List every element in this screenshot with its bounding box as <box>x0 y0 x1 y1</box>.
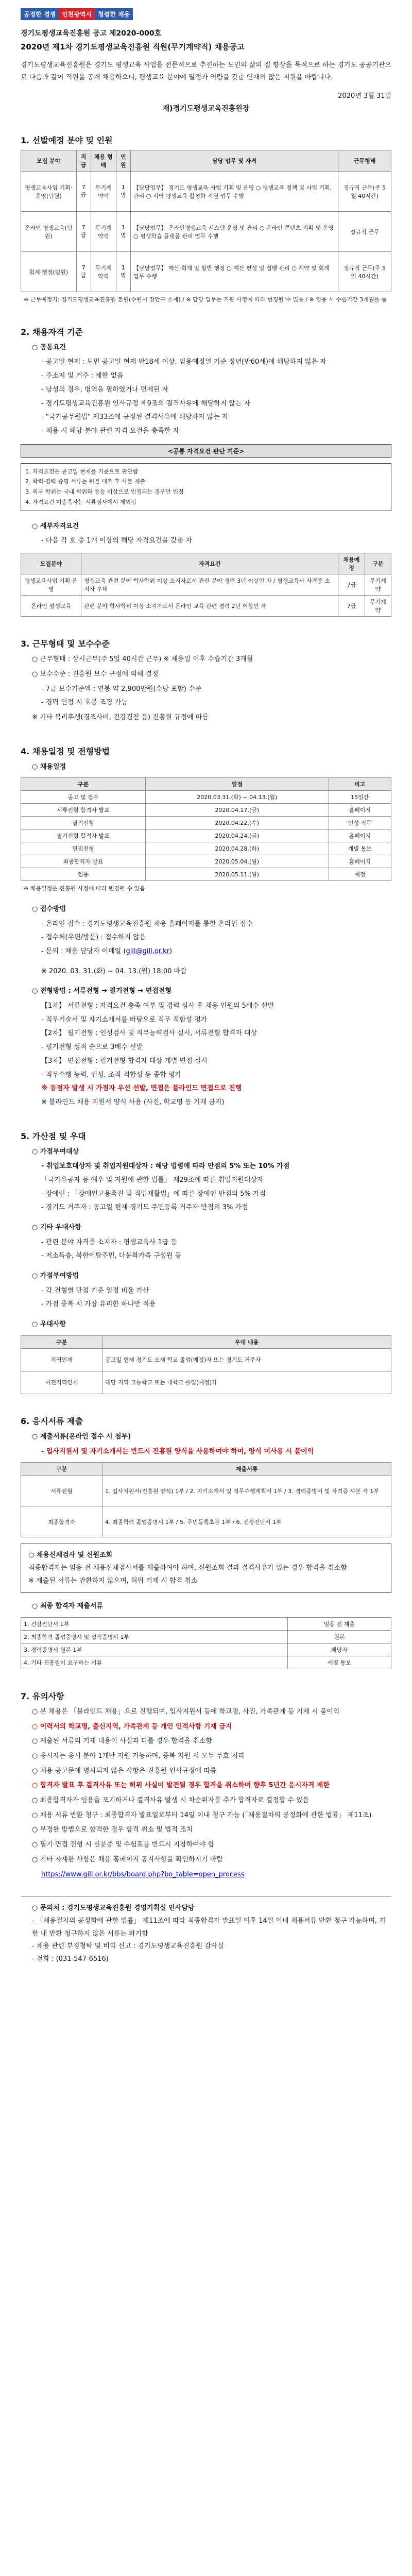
notice-page <box>10 0 402 1966</box>
col-header: 인원 <box>116 150 130 172</box>
table-row: 회계·행정(팀원) 7급 무기계약직 1명 【담당업무】 예산·회계 및 일반 행정 ○ 예산 편성 및 집행 관리 ○ 계약 및 회계 업무 수행 정규직 근무(주 5일 40시간) <box>21 252 391 292</box>
final-documents-heading: ○ 최종 합격자 제출서류 <box>32 1602 103 1611</box>
bonus-method-heading: ○ 가점부여방법 <box>32 1272 79 1280</box>
common-requirements-heading: ○ 공통요건 <box>32 343 66 351</box>
requirement-item: - 채용 시 해당 분야 관련 자격 요건을 충족한 자 <box>41 427 179 435</box>
table-row: 면접전형 2020.04.28.(화) 개별 통보 <box>21 842 391 855</box>
documents-table: 구분 제출서류 서류전형 1. 입사지원서(진흥원 양식) 1부 / 2. 자기소개서 및 직무수행계획서 1부 / 3. 경력증명서 및 자격증 사본 각 1부 최종합격자 4. 최종학력 졸업증명서 1부 / 5. 주민등록초본 1부 / 6. 건강진단서 1부 <box>21 1462 391 1537</box>
table-row: 평생교육사업 기획·운영 평생교육 관련 분야 학사학위 이상 소지자로서 관련 분야 경력 3년 이상인 자 / 평생교육사 자격증 소지자 우대 7급 무기계약 <box>21 574 391 596</box>
notice-date: 2020년 3월 31일 <box>338 92 391 100</box>
requirement-item: - 주소지 및 거주 : 제한 없음 <box>41 372 124 380</box>
other-pref-heading: ○ 기타 우대사항 <box>32 1224 81 1232</box>
criteria-box: 1. 자격요건은 공고일 현재를 기준으로 판단함 2. 학력·경력 증명 서류는 원본 대조 후 사본 제출 3. 외국 학위는 국내 학위와 동등 이상으로 인정되는 경우만 인정 4. 자격요건 미충족자는 서류심사에서 제외됨 <box>21 463 391 511</box>
caution-item: ○ 필기·면접 전형 시 신분증 및 수험표를 반드시 지참하여야 함 <box>32 1841 215 1849</box>
blind-note: ※ 블라인드 채용 지원서 양식 사용 (사진, 학교명 등 기재 금지) <box>41 1098 225 1106</box>
header-badges <box>21 7 391 21</box>
col-header: 근무형태 <box>338 150 391 172</box>
email-link[interactable]: gill@gill.or.kr <box>126 947 169 956</box>
bonus-item: - 취업보호대상자 및 취업지원대상자 : 해당 법령에 따라 만점의 5% 또는 10% 가점 <box>41 1162 290 1171</box>
schedule-heading: ○ 채용일정 <box>32 762 66 771</box>
documents-heading: ○ 제출서류(온라인 접수 시 첨부) <box>32 1432 131 1440</box>
section-1-title: 1. 선발예정 분야 및 인원 <box>21 135 113 146</box>
selection-step: 【3차】 면접전형 : 필기전형 합격자 대상 개별 면접 실시 <box>41 1057 208 1065</box>
table-row: 1. 건강진단서 1부 임용 전 제출 <box>21 1617 391 1630</box>
contact-phone: (031-547-6516) <box>56 1955 109 1963</box>
section-6-title: 6. 응시서류 제출 <box>21 1416 83 1426</box>
requirement-item: - 공고일 현재 : 도민 공고일 현재 만18세 이상, 임용예정일 기준 정년(만60세)에 해당하지 않은 자 <box>41 358 327 366</box>
apply-line: - 접수처(우편/방문) : 접수하지 않음 <box>41 934 146 942</box>
caution-item: ○ 채용 공고문에 명시되지 않은 사항은 진흥원 인사규정에 따름 <box>32 1767 217 1775</box>
caution-item: ○ 부정한 방법으로 합격한 경우 합격 취소 및 법적 조치 <box>32 1826 193 1834</box>
requirement-item: - "국가공무원법" 제33조에 규정된 결격사유에 해당하지 않는 자 <box>41 413 229 421</box>
table-row: 평생교육사업 기획·운영(팀원) 7급 무기계약직 1명 【담당업무】 경기도 평생교육 사업 기획 및 운영 ○ 평생교육 정책 및 사업 기획, 관리 ○ 지역 평생교육 활성화 지원 업무 수행 정규직 근무(주 5일 40시간) <box>21 172 391 212</box>
work-line: ○ 보수수준 : 진흥원 보수 규정에 의해 결정 <box>32 670 159 678</box>
table-row: 온라인 평생교육(팀원) 7급 무기계약직 1명 【담당업무】 온라인평생교육 시스템 운영 및 관리 ○ 온라인 콘텐츠 기획 및 운영 ○ 평생학습 플랫폼 관리 업무 수행 정규직 근무 <box>21 212 391 252</box>
table-row: 4. 기타 진흥원이 요구하는 서류 개별 통보 <box>21 1656 391 1669</box>
selection-step: - 직무수행 능력, 인성, 조직 적합성 등 종합 평가 <box>41 1071 182 1079</box>
col-header: 모집 분야 <box>21 150 77 172</box>
preference-table: 구분 우대 내용 지역인재 공고일 현재 경기도 소재 학교 졸업(예정)자 또는 경기도 거주자 이전지역인재 해당 지역 고등학교 또는 대학교 졸업(예정)자 <box>21 1335 391 1394</box>
col-header: 채용 형태 <box>91 150 116 172</box>
caution-item: ○ 이력서의 학교명, 출신지역, 가족관계 등 개인 인적사항 기재 금지 <box>32 1722 232 1731</box>
positions-notes: ※ 근무예정지: 경기도평생교육진흥원 본원(수원시 장안구 소재) / ※ 담당 업무는 기관 사정에 따라 변경될 수 있음 / ※ 임용 시 수습기간 3개월을 둠 <box>24 296 387 303</box>
caution-item: ○ 합격자 발표 후 결격사유 또는 허위 사실이 발견될 경우 합격을 취소하며 향후 5년간 응시자격 제한 <box>32 1782 330 1790</box>
section-2-title: 2. 채용자격 기준 <box>21 327 83 337</box>
col-header: 담당 업무 및 자격 <box>131 150 338 172</box>
table-row: 서류전형 합격자 발표 2020.04.17.(금) 홈페이지 <box>21 804 391 817</box>
bonus-item: - 장애인 : 「장애인고용촉진 및 직업재활법」에 따른 장애인 만점의 5% 가점 <box>41 1190 266 1198</box>
bonus-item: - 경기도 거주자 : 공고일 현재 경기도 주민등록 거주자 만점의 3% 가점 <box>41 1204 248 1212</box>
board-link[interactable]: https://www.gill.or.kr/bbs/board.php?bo_table=open_process <box>41 1870 245 1878</box>
board-url <box>41 1869 391 1882</box>
requirement-item: - 남성의 경우, 병역을 필하였거나 면제된 자 <box>41 385 169 394</box>
work-line: - 경력 인정 시 호봉 조정 가능 <box>41 699 128 707</box>
requirement-item: - 다음 각 호 중 1개 이상의 해당 자격요건을 갖춘 자 <box>41 537 192 545</box>
table-row: 지역인재 공고일 현재 경기도 소재 학교 졸업(예정)자 또는 경기도 거주자 <box>21 1348 391 1371</box>
section-5-title: 5. 가산점 및 우대 <box>21 1131 86 1141</box>
page-title: 2020년 제1차 경기도평생교육진흥원 직원(무기계약직) 채용공고 <box>21 42 245 52</box>
selection-step: 【1차】 서류전형 : 자격요건 충족 여부 및 경력 심사 후 채용 인원의 5배수 선발 <box>41 1002 274 1010</box>
selection-step: 【2차】 필기전형 : 인성검사 및 직무능력검사 실시, 서류전형 합격자 대상 <box>41 1029 258 1038</box>
table-row: 필기전형 2020.04.22.(수) 인성·직무 <box>21 817 391 829</box>
table-row: 최종합격자 발표 2020.05.04.(월) 홈페이지 <box>21 855 391 868</box>
badge-region: 인천광역시 <box>59 8 95 20</box>
work-line: - 7급 보수기준액 : 연봉 약 2,900만원(수당 포함) 수준 <box>41 685 202 693</box>
contact-block: ○ 문의처 : 경기도평생교육진흥원 경영기획실 인사담당 - 「채용절차의 공정화에 관한 법률」 제11조에 따라 최종합격자 발표일 이후 14일 이내 채용서류 반환 청구 가능하며, 기한 내 반환 청구하지 않은 서류는 파기함 - 채용 관련 부정청탁 및 비리 신고 : 경기도평생교육진흥원 감사실 - 전화 : (031-547-6516) <box>32 1904 386 1963</box>
detail-requirements-heading: ○ 세부자격요건 <box>32 522 79 530</box>
section-3-title: 3. 근무형태 및 보수수준 <box>21 639 110 649</box>
pref-item: - 저소득층, 북한이탈주민, 다문화가족 구성원 등 <box>41 1252 182 1260</box>
badge-clean-hiring: 청렴한 채용 <box>95 8 133 20</box>
selection-step: - 필기전형 성적 순으로 3배수 선발 <box>41 1043 143 1052</box>
schedule-table: 구분 일정 비고 공고 및 접수 2020.03.31.(화) ~ 04.13.(월) 15일간 서류전형 합격자 발표 2020.04.17.(금) 홈페이지 필기전형 2020.04.22.(수) 인성·직무 필기전형 합격자 발표 2020.04.24.(금) 홈페이지 면접전형 2020.04.28.(화) 개별 통보 최종합격자 발표 2020.05.04.(월) 홈페이지 임용 2020.05.11.(월) 예정 <box>21 777 391 881</box>
bonus-heading: ○ 가점부여대상 <box>32 1147 79 1156</box>
table-row: 온라인 평생교육 관련 분야 학사학위 이상 소지자로서 온라인 교육 관련 경력 2년 이상인 자 7급 무기계약 <box>21 596 391 617</box>
bonus-item: 「국가유공자 등 예우 및 지원에 관한 법률」 제29조에 따른 취업지원대상자 <box>41 1176 264 1184</box>
final-documents-table <box>21 1617 391 1669</box>
caution-item: ○ 본 채용은 「블라인드 채용」으로 진행되며, 입사지원서 등에 학교명, 사진, 가족관계 등 기재 시 불이익 <box>32 1707 340 1716</box>
table-row: 공고 및 접수 2020.03.31.(화) ~ 04.13.(월) 15일간 <box>21 791 391 804</box>
method-item: - 가점 중복 시 가장 유리한 하나만 적용 <box>41 1300 156 1309</box>
caution-item: ○ 채용 서류 반환 청구 : 최종합격자 발표일로부터 14일 이내 청구 가능 (「채용절차의 공정화에 관한 법률」 제11조) <box>32 1811 372 1819</box>
caution-item: ○ 최종합격자가 임용을 포기하거나 결격사유 발생 시 차순위자를 추가 합격자로 결정할 수 있음 <box>32 1797 310 1805</box>
table-row: 3. 경력증명서 원본 1부 해당자 <box>21 1643 391 1656</box>
intro-paragraph: 경기도평생교육진흥원은 경기도 평생교육 사업을 전문적으로 추진하는 도민의 삶의 질 향상을 목적으로 하는 경기도 공공기관으로 다음과 같이 직원을 공개 채용하오니, 평생교육 분야에 열정과 역량을 갖춘 인재의 많은 지원을 바랍니다. <box>21 61 391 82</box>
criteria-box-title: <공통 자격요건 판단 기준> <box>21 444 391 458</box>
badge-fair-competition: 공정한 경쟁 <box>21 8 59 20</box>
caution-item: ○ 기타 자세한 사항은 채용 홈페이지 공지사항을 확인하시기 바람 <box>32 1855 223 1863</box>
tie-rule-note: ※ 동점자 발생 시 가점자 우선 선발, 면접은 블라인드 면접으로 진행 <box>41 1084 242 1093</box>
apply-deadline: ※ 2020. 03. 31.(화) ~ 04. 13.(월) 18:00 마감 <box>41 967 187 975</box>
divider <box>21 1896 391 1897</box>
requirement-item: - 경기도평생교육진흥원 인사규정 제9조의 결격사유에 해당하지 않는 자 <box>41 399 251 408</box>
apply-heading: ○ 접수방법 <box>32 905 66 913</box>
work-line: ※ 기타 복리후생(경조사비, 건강검진 등) 진흥원 규정에 따름 <box>32 713 209 721</box>
pref-item: - 관련 분야 자격증 소지자 : 평생교육사 1급 등 <box>41 1238 177 1246</box>
schedule-note: ※ 채용일정은 진흥원 사정에 따라 변경될 수 있음 <box>24 885 145 892</box>
caution-item: ○ 제출된 서류의 기재 내용이 사실과 다를 경우 합격을 취소함 <box>32 1737 212 1745</box>
health-check-box: ○ 채용신체검사 및 신원조회 최종합격자는 임용 전 채용신체검사서를 제출하여야 하며, 신원조회 결과 결격사유가 있는 경우 합격을 취소함 ※ 제출된 서류는 반환하지 않으며, 허위 기재 시 합격 취소 <box>21 1544 391 1593</box>
caution-item: ○ 응시자는 응시 분야 1개만 지원 가능하며, 중복 지원 시 모두 무효 처리 <box>32 1752 245 1760</box>
method-item: - 각 전형별 만점 기준 일정 비율 가산 <box>41 1286 149 1295</box>
selection-step: ○ 전형방법 : 서류전형 → 필기전형 → 면접전형 <box>32 987 171 995</box>
apply-line: - 온라인 접수 : 경기도평생교육진흥원 채용 홈페이지를 통한 온라인 접수 <box>41 920 253 928</box>
qualification-table: 모집분야 자격요건 채용예정 구분 평생교육사업 기획·운영 평생교육 관련 분야 학사학위 이상 소지자로서 관련 분야 경력 3년 이상인 자 / 평생교육사 자격증 소지자 우대 7급 무기계약 온라인 평생교육 관련 분야 학사학위 이상 소지자로서 온라인 교육 관련 경력 2년 이상인 자 7급 무기계약 <box>21 553 391 617</box>
table-row: 이전지역인재 해당 지역 고등학교 또는 대학교 졸업(예정)자 <box>21 1371 391 1394</box>
table-row: 최종합격자 4. 최종학력 졸업증명서 1부 / 5. 주민등록초본 1부 / 6. 건강진단서 1부 <box>21 1506 391 1537</box>
work-line: ○ 근무형태 : 상시근무(주 5일 40시간 근무) ※ 채용일 이후 수습기간 3개월 <box>32 655 253 664</box>
col-header: 직급 <box>76 150 91 172</box>
form-warning: - 입사지원서 및 자기소개서는 반드시 진흥원 양식을 사용하여야 하며, 양식 미사용 시 불이익 <box>41 1447 314 1455</box>
table-row: 필기전형 합격자 발표 2020.04.24.(금) 홈페이지 <box>21 829 391 842</box>
selection-step: - 직무기술서 및 자기소개서를 바탕으로 직무 적합성 평가 <box>41 1015 208 1024</box>
table-row: 임용 2020.05.11.(월) 예정 <box>21 868 391 881</box>
preference-heading: ○ 우대사항 <box>32 1320 66 1329</box>
section-4-title: 4. 채용일정 및 전형방법 <box>21 746 110 756</box>
table-row: 서류전형 1. 입사지원서(진흥원 양식) 1부 / 2. 자기소개서 및 직무수행계획서 1부 / 3. 경력증명서 및 자격증 사본 각 1부 <box>21 1476 391 1506</box>
section-7-title: 7. 유의사항 <box>21 1691 64 1701</box>
positions-table <box>21 150 391 292</box>
issuing-organization: 재)경기도평생교육진흥원장 <box>162 105 250 113</box>
document-number: 경기도평생교육진흥원 공고 제2020-000호 <box>21 29 162 38</box>
apply-email-line: - 문의 : 채용 담당자 이메일 (gill@gill.or.kr) <box>41 947 173 956</box>
table-row: 2. 최종학력 졸업증명서 및 성적증명서 1부 원본 <box>21 1630 391 1643</box>
